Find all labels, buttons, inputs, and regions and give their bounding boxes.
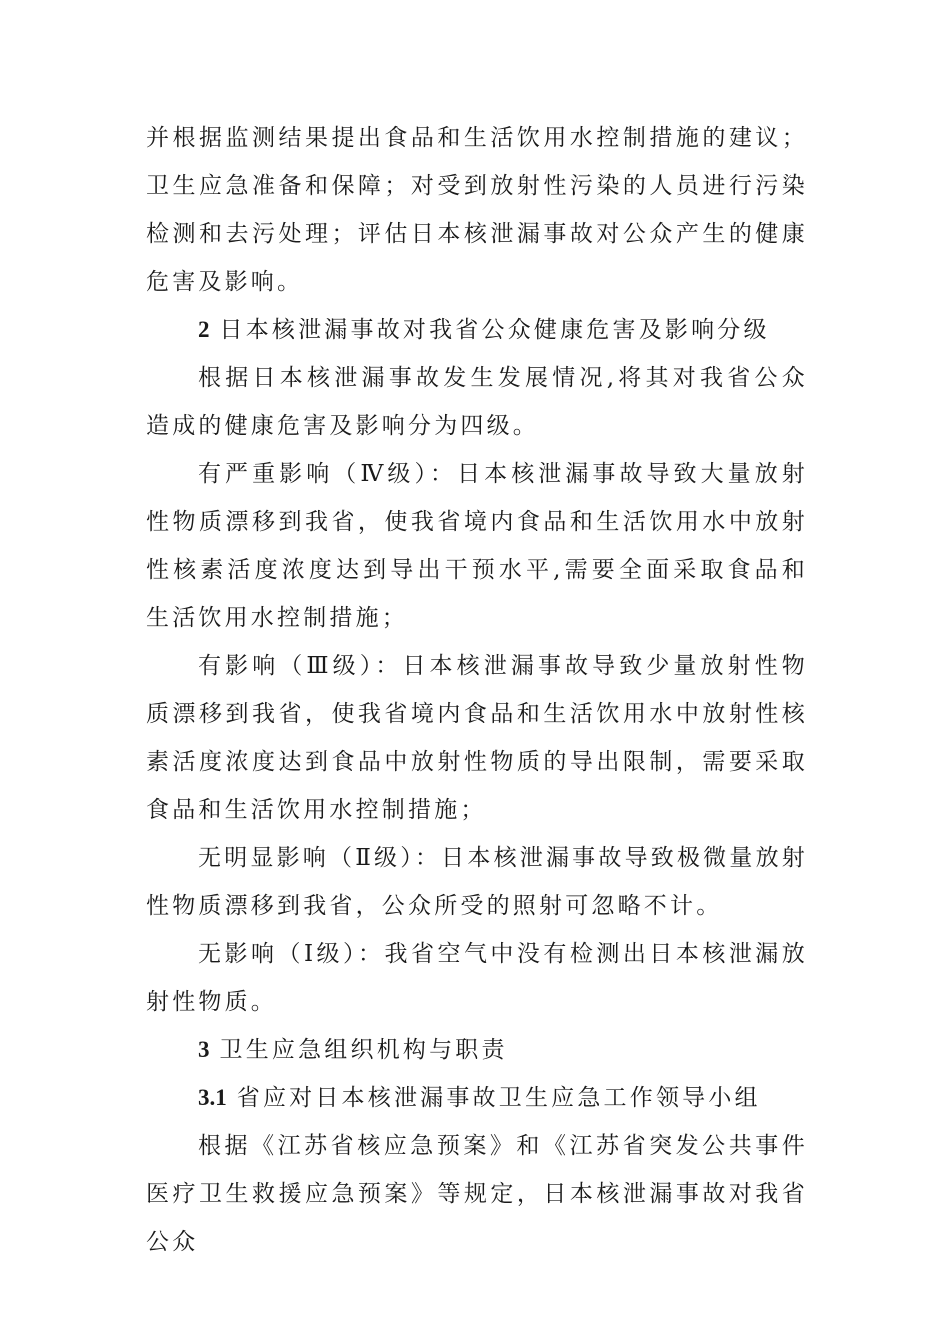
paragraph-grading-intro: 根据日本核泄漏事故发生发展情况,将其对我省公众造成的健康危害及影响分为四级。	[146, 365, 808, 439]
document-page	[146, 114, 808, 1266]
paragraph-level-3: 有影响（Ⅲ级）：日本核泄漏事故导致少量放射性物质漂移到我省，使我省境内食品和生活饮用水中放射性核素活度浓度达到食品中放射性物质的导出限制，需要采取食品和生活饮用水控制措施；	[146, 653, 808, 823]
paragraph-continuation: 并根据监测结果提出食品和生活饮用水控制措施的建议；卫生应急准备和保障；对受到放射性污染的人员进行污染检测和去污处理；评估日本核泄漏事故对公众产生的健康危害及影响。	[146, 125, 808, 295]
paragraph-level-2: 无明显影响（Ⅱ级）：日本核泄漏事故导致极微量放射性物质漂移到我省，公众所受的照射可忽略不计。	[146, 845, 808, 919]
section-title: 卫生应急组织机构与职责	[219, 1037, 508, 1063]
section-title: 日本核泄漏事故对我省公众健康危害及影响分级	[219, 317, 770, 343]
section-heading-2	[146, 306, 808, 354]
section-number: 3	[198, 1037, 210, 1062]
section-heading-3-1	[146, 1074, 808, 1122]
section-number: 2	[198, 317, 210, 342]
paragraph-level-4: 有严重影响（Ⅳ级）：日本核泄漏事故导致大量放射性物质漂移到我省，使我省境内食品和生活饮用水中放射性核素活度浓度达到导出干预水平,需要全面采取食品和生活饮用水控制措施；	[146, 461, 808, 631]
section-heading-3	[146, 1026, 808, 1074]
section-number: 3.1	[198, 1085, 227, 1110]
section-title: 省应对日本核泄漏事故卫生应急工作领导小组	[236, 1085, 761, 1111]
paragraph-level-1: 无影响（Ⅰ级）：我省空气中没有检测出日本核泄漏放射性物质。	[146, 941, 808, 1015]
paragraph-leadership-group: 根据《江苏省核应急预案》和《江苏省突发公共事件医疗卫生救援应急预案》等规定，日本核泄漏事故对我省公众	[146, 1133, 808, 1255]
